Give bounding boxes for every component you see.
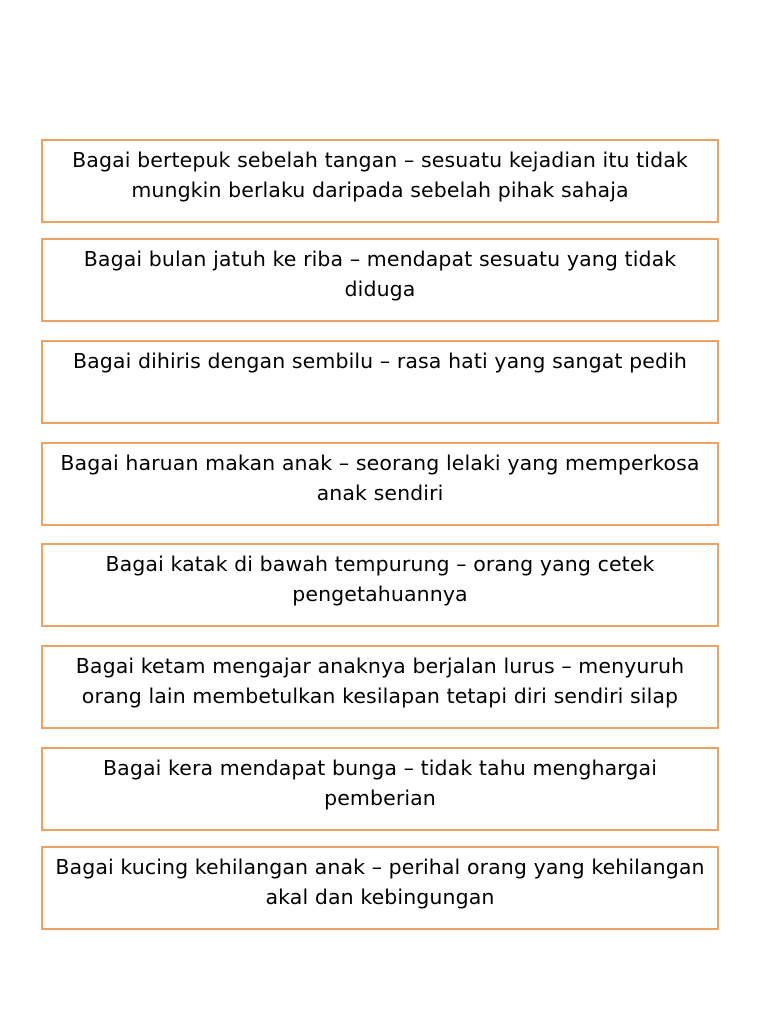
proverb-text: Bagai katak di bawah tempurung – orang yang cetek pengetahuannya [105, 552, 655, 606]
proverb-card-6 [41, 645, 719, 729]
proverb-card-3 [41, 340, 719, 424]
proverb-text: Bagai haruan makan anak – seorang lelaki yang memperkosa anak sendiri [60, 451, 700, 505]
proverb-card-8 [41, 846, 719, 930]
proverb-text: Bagai bulan jatuh ke riba – mendapat sesuatu yang tidak diduga [83, 247, 677, 301]
proverb-text: Bagai kera mendapat bunga – tidak tahu menghargai pemberian [103, 756, 657, 810]
proverb-text: Bagai dihiris dengan sembilu – rasa hati yang sangat pedih [72, 349, 688, 373]
proverb-card-2 [41, 238, 719, 322]
proverb-text: Bagai kucing kehilangan anak – perihal orang yang kehilangan akal dan kebingungan [55, 855, 705, 909]
proverb-card-4 [41, 442, 719, 526]
proverb-card-7 [41, 747, 719, 831]
proverb-card-1 [41, 139, 719, 223]
proverb-text: Bagai bertepuk sebelah tangan – sesuatu kejadian itu tidak mungkin berlaku daripada sebelah pihak sahaja [72, 148, 688, 202]
proverb-card-5 [41, 543, 719, 627]
proverb-text: Bagai ketam mengajar anaknya berjalan lurus – menyuruh orang lain membetulkan kesilapan tetapi diri sendiri silap [75, 654, 685, 708]
